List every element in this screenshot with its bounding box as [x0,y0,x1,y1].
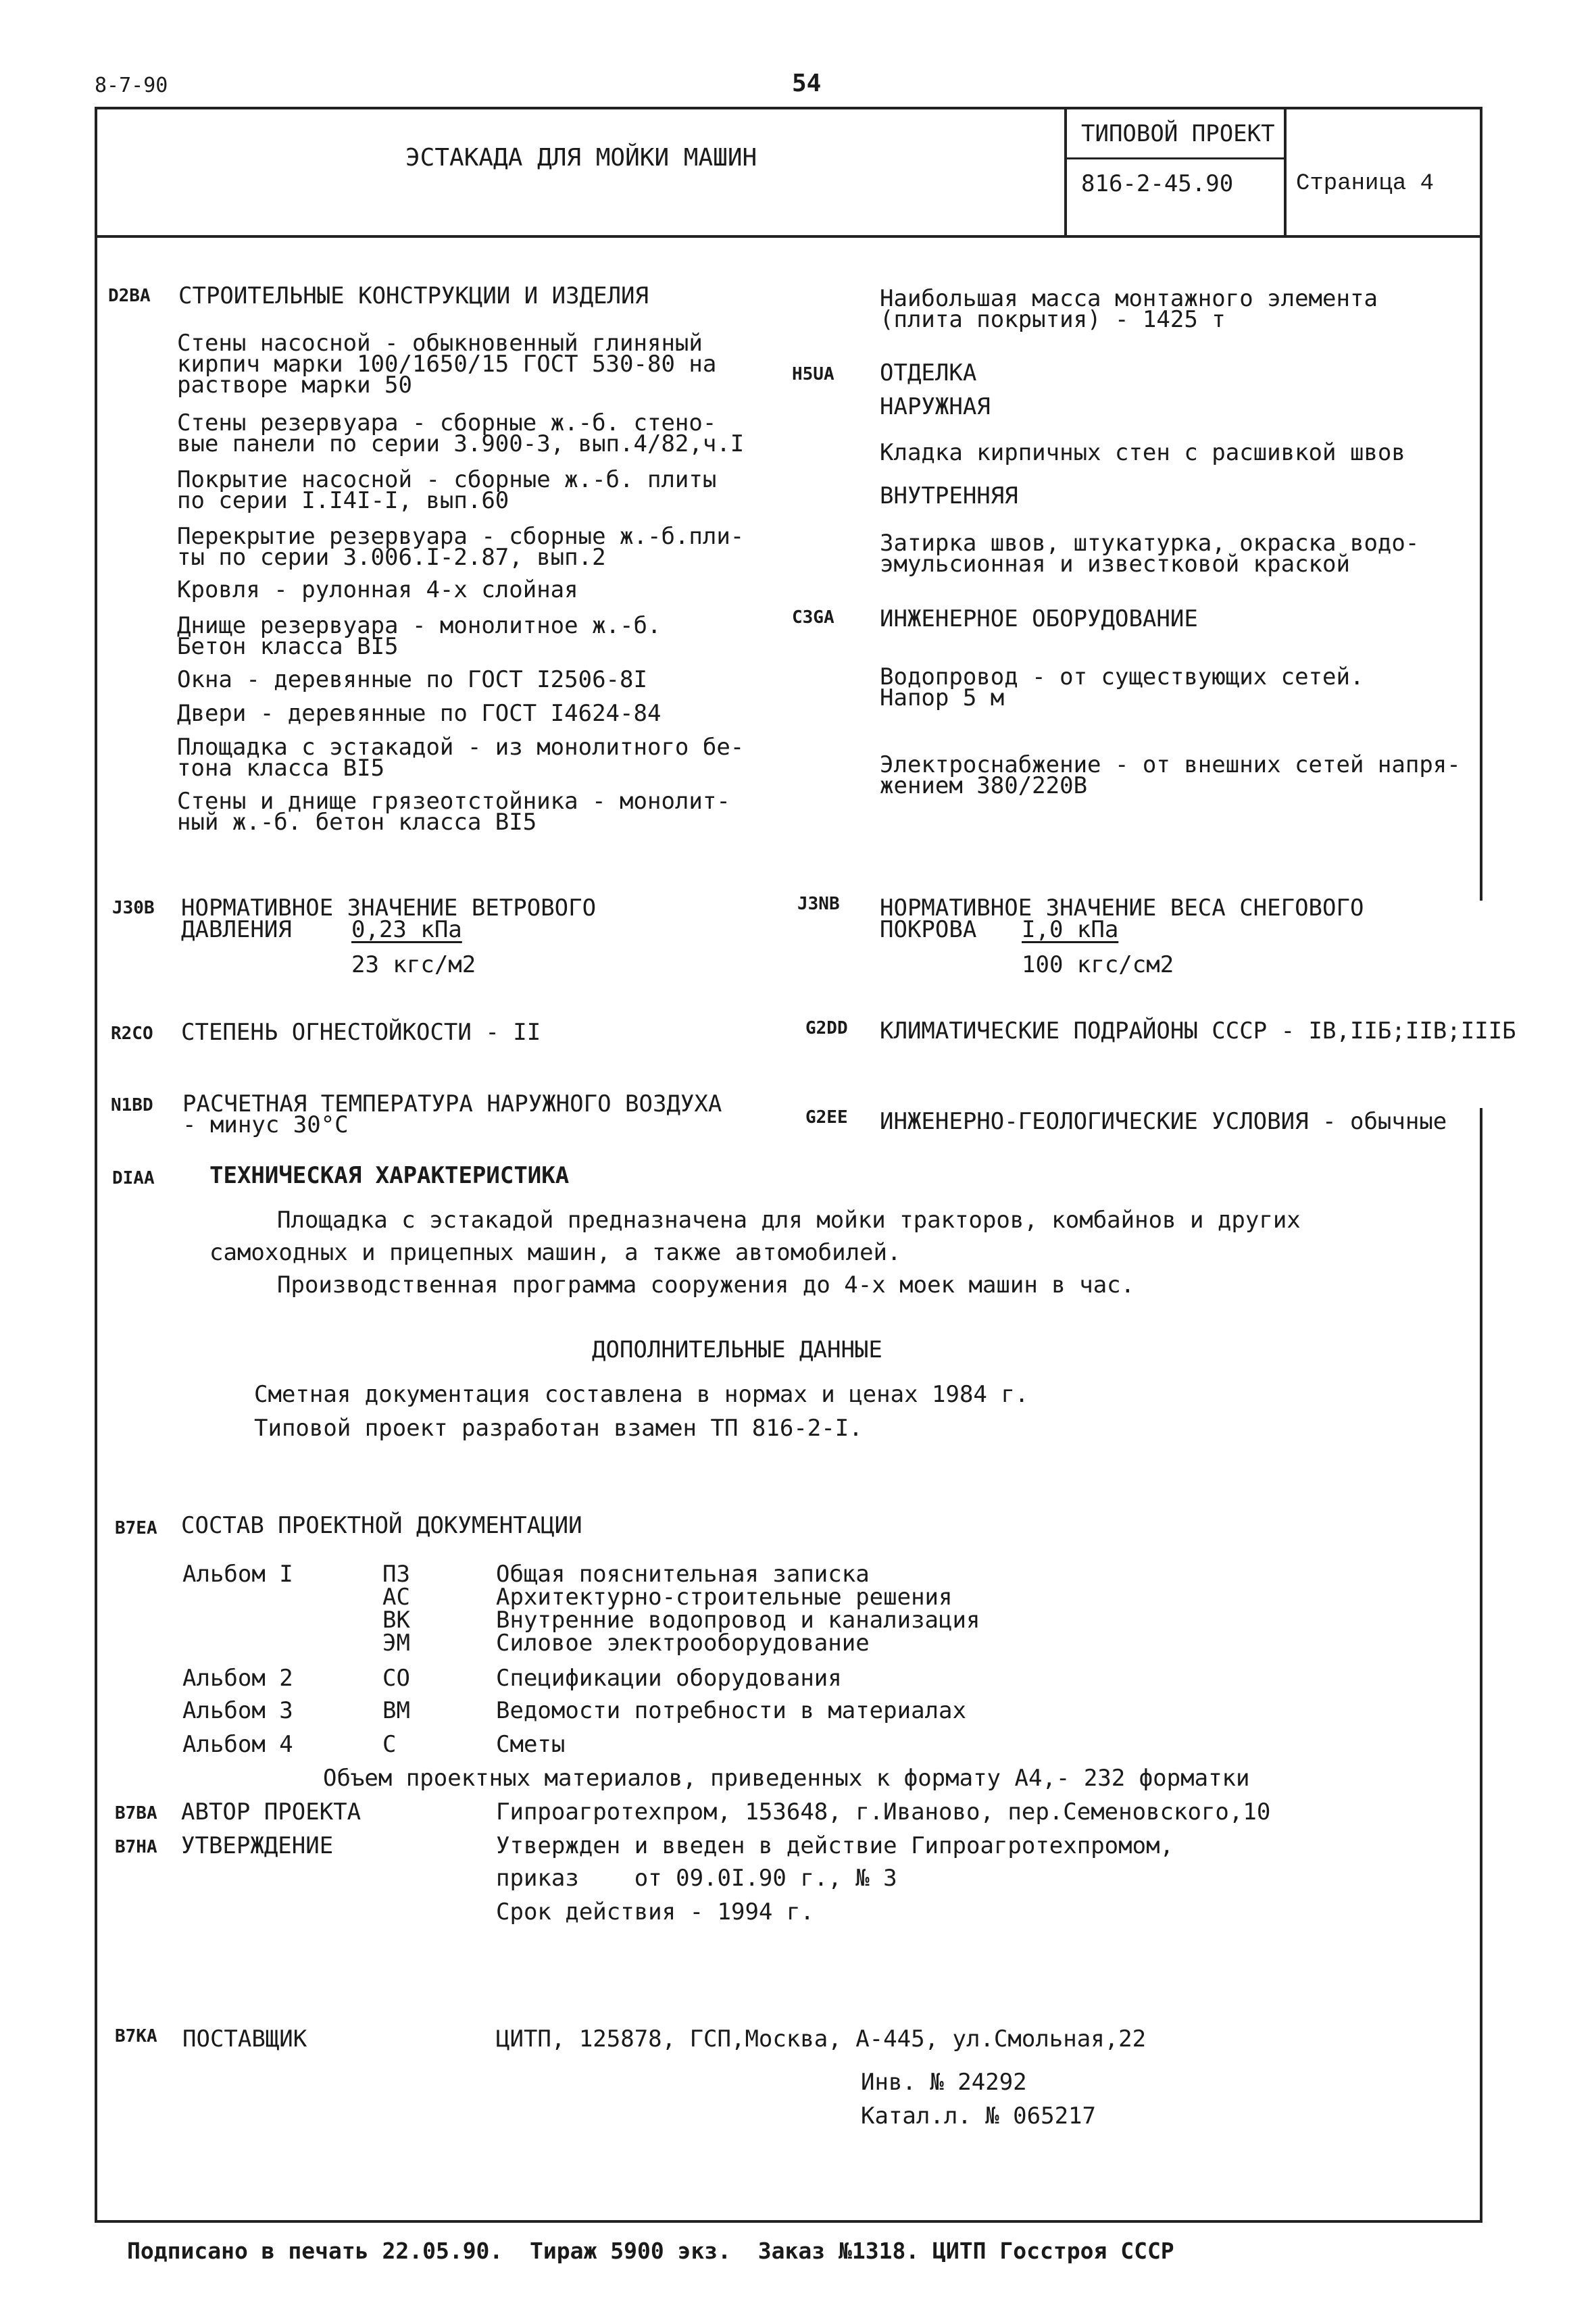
section-code: B7KA [115,2026,157,2046]
approval-text: приказ от 09.0I.90 г., № 3 [496,1865,897,1892]
section-code: J30B [112,898,155,918]
album-cell: Альбом 4 [182,1731,293,1758]
album-cell: Альбом 3 [182,1697,293,1724]
section-code: N1BD [111,1095,153,1115]
technical-text: Площадка с эстакадой предназначена для мойки тракторов, комбайнов и других [277,1207,1301,1234]
equipment-text: Напор 5 м [880,684,1005,711]
section-heading: ОТДЕЛКА [880,359,977,386]
page-label: Страница 4 [1296,171,1435,197]
supplier-text: ЦИТП, 125878, ГСП,Москва, А-445, ул.Смольная,22 [496,2026,1147,2053]
list-item: Стены резервуара - сборные ж.-б. стено- [177,409,717,436]
subheading: ВНУТРЕННЯЯ [880,482,1018,509]
section-code: D2BA [108,286,151,306]
technical-text: самоходных и прицепных машин, а также автомобилей. [209,1239,901,1266]
list-item: Кровля - рулонная 4-х слойная [177,576,578,603]
desc-cell: Спецификации оборудования [496,1665,842,1692]
mark-cell: ЭМ [382,1630,410,1657]
author-label: АВТОР ПРОЕКТА [181,1799,361,1826]
mark-cell: СО [382,1665,410,1692]
section-code: R2CO [111,1024,153,1044]
sheet-code: 8-7-90 [95,74,168,97]
frame-right-line [1480,107,1482,901]
wind-value: 0,23 кПа [351,916,462,943]
list-item: Стены и днище грязеотстойника - монолит- [177,788,730,815]
list-item: растворе марки 50 [177,372,412,399]
list-item: вые панели по серии 3.900-3, вып.4/82,ч.I [177,430,745,457]
approval-text: Срок действия - 1994 г. [496,1898,814,1926]
list-item: Окна - деревянные по ГОСТ I2506-8I [177,666,647,693]
inventory-number: Инв. № 24292 [861,2069,1027,2096]
mark-cell: ВМ [382,1697,410,1724]
header-divider [1284,107,1287,238]
page-number: 54 [792,70,822,97]
section-code: J3NB [797,894,840,914]
desc-cell: Архитектурно-строительные решения [496,1584,953,1611]
list-item: Бетон класса BI5 [177,633,399,660]
section-code: B7BA [115,1803,157,1823]
section-code: DIAA [112,1168,155,1188]
list-item: Двери - деревянные по ГОСТ I4624-84 [177,700,662,727]
approval-text: Утвержден и введен в действие Гипроагротехпромом, [496,1832,1174,1859]
climate-zones: КЛИМАТИЧЕСКИЕ ПОДРАЙОНЫ СССР - IB,IIБ;IIB;IIIБ [880,1017,1516,1045]
author-text: Гипроагротехпром, 153648, г.Иваново, пер.Семеновского,10 [496,1799,1271,1826]
wind-heading: НОРМАТИВНОЕ ЗНАЧЕНИЕ ВЕТРОВОГО [181,895,597,922]
frame-top-line [95,107,1482,109]
equipment-text: Электроснабжение - от внешних сетей напря- [880,751,1461,778]
catalog-number: Катал.л. № 065217 [861,2103,1096,2130]
equipment-text: Водопровод - от существующих сетей. [880,663,1364,690]
temperature-text: - минус 30°С [182,1111,349,1138]
supplier-label: ПОСТАВЩИК [182,2026,307,2053]
section-code: B7HA [115,1837,157,1857]
mass-text: Наибольшая масса монтажного элемента [880,285,1378,312]
approval-label: УТВЕРЖДЕНИЕ [181,1832,334,1859]
mark-cell: С [382,1731,397,1758]
frame-left-line [95,107,97,2221]
header-divider [1064,157,1287,159]
album-cell: Альбом 2 [182,1665,293,1692]
mark-cell: ВК [382,1607,410,1634]
project-label: ТИПОВОЙ ПРОЕКТ [1081,120,1275,147]
desc-cell: Силовое электрооборудование [496,1630,870,1657]
additional-text: Типовой проект разработан взамен ТП 816-2-I. [254,1415,863,1442]
snow-value: I,0 кПа [1022,916,1119,943]
fire-resistance: СТЕПЕНЬ ОГНЕСТОЙКОСТИ - II [181,1019,541,1046]
section-heading: ТЕХНИЧЕСКАЯ ХАРАКТЕРИСТИКА [209,1162,570,1189]
section-code: B7EA [115,1518,157,1538]
desc-cell: Сметы [496,1731,566,1758]
list-item: Перекрытие резервуара - сборные ж.-б.пли- [177,523,745,550]
snow-heading: НОРМАТИВНОЕ ЗНАЧЕНИЕ ВЕСА СНЕГОВОГО [880,895,1364,922]
list-item: Стены насосной - обыкновенный глиняный [177,330,703,357]
mark-cell: ПЗ [382,1561,410,1588]
list-item: по серии I.I4I-I, вып.60 [177,487,509,514]
list-item: ты по серии 3.006.I-2.87, вып.2 [177,544,606,571]
document-title: ЭСТАКАДА ДЛЯ МОЙКИ МАШИН [405,144,757,172]
print-footer: Подписано в печать 22.05.90. Тираж 5900 экз. Заказ №1318. ЦИТП Госстроя СССР [127,2238,1174,2264]
section-heading: СТРОИТЕЛЬНЫЕ КОНСТРУКЦИИ И ИЗДЕЛИЯ [178,282,649,309]
snow-value-alt: 100 кгс/см2 [1022,951,1174,978]
list-item: Покрытие насосной - сборные ж.-б. плиты [177,466,717,493]
section-heading: ДОПОЛНИТЕЛЬНЫЕ ДАННЫЕ [592,1336,882,1363]
desc-cell: Внутренние водопровод и канализация [496,1607,980,1634]
section-heading: ИНЖЕНЕРНОЕ ОБОРУДОВАНИЕ [880,605,1198,632]
section-code: G2DD [805,1018,848,1038]
geology-text: ИНЖЕНЕРНО-ГЕОЛОГИЧЕСКИЕ УСЛОВИЯ - обычные [880,1108,1447,1135]
frame-bottom-line [95,2220,1482,2223]
finish-text: Кладка кирпичных стен с расшивкой швов [880,439,1405,466]
finish-text: эмульсионная и известковой краской [880,551,1350,578]
temperature-text: РАСЧЕТНАЯ ТЕМПЕРАТУРА НАРУЖНОГО ВОЗДУХА [182,1090,722,1117]
desc-cell: Ведомости потребности в материалах [496,1697,966,1724]
wind-heading: ДАВЛЕНИЯ [181,916,292,943]
header-bottom-line [95,235,1482,238]
project-number: 816-2-45.90 [1081,170,1234,197]
desc-cell: Общая пояснительная записка [496,1561,870,1588]
section-code: C3GA [792,607,834,628]
header-divider [1064,107,1067,238]
section-code: G2EE [805,1107,848,1128]
list-item: Днище резервуара - монолитное ж.-б. [177,612,662,639]
section-heading: СОСТАВ ПРОЕКТНОЙ ДОКУМЕНТАЦИИ [181,1512,582,1539]
section-code: H5UA [792,364,834,384]
volume-text: Объем проектных материалов, приведенных к формату А4,- 232 форматки [323,1765,1250,1792]
frame-right-line [1480,1108,1482,2221]
list-item: кирпич марки 100/1650/15 ГОСТ 530-80 на [177,351,717,378]
mass-text: (плита покрытия) - 1425 т [880,306,1226,333]
list-item: тона класса BI5 [177,755,385,782]
equipment-text: жением 380/220В [880,772,1088,799]
list-item: ный ж.-б. бетон класса BI5 [177,809,537,836]
snow-heading: ПОКРОВА [880,916,977,943]
subheading: НАРУЖНАЯ [880,393,991,420]
mark-cell: АС [382,1584,410,1611]
album-cell: Альбом I [182,1561,293,1588]
wind-value-alt: 23 кгс/м2 [351,951,476,978]
list-item: Площадка с эстакадой - из монолитного бе- [177,734,745,761]
finish-text: Затирка швов, штукатурка, окраска водо- [880,530,1420,557]
additional-text: Сметная документация составлена в нормах и ценах 1984 г. [254,1381,1029,1408]
technical-text: Производственная программа сооружения до 4-х моек машин в час. [277,1272,1135,1299]
